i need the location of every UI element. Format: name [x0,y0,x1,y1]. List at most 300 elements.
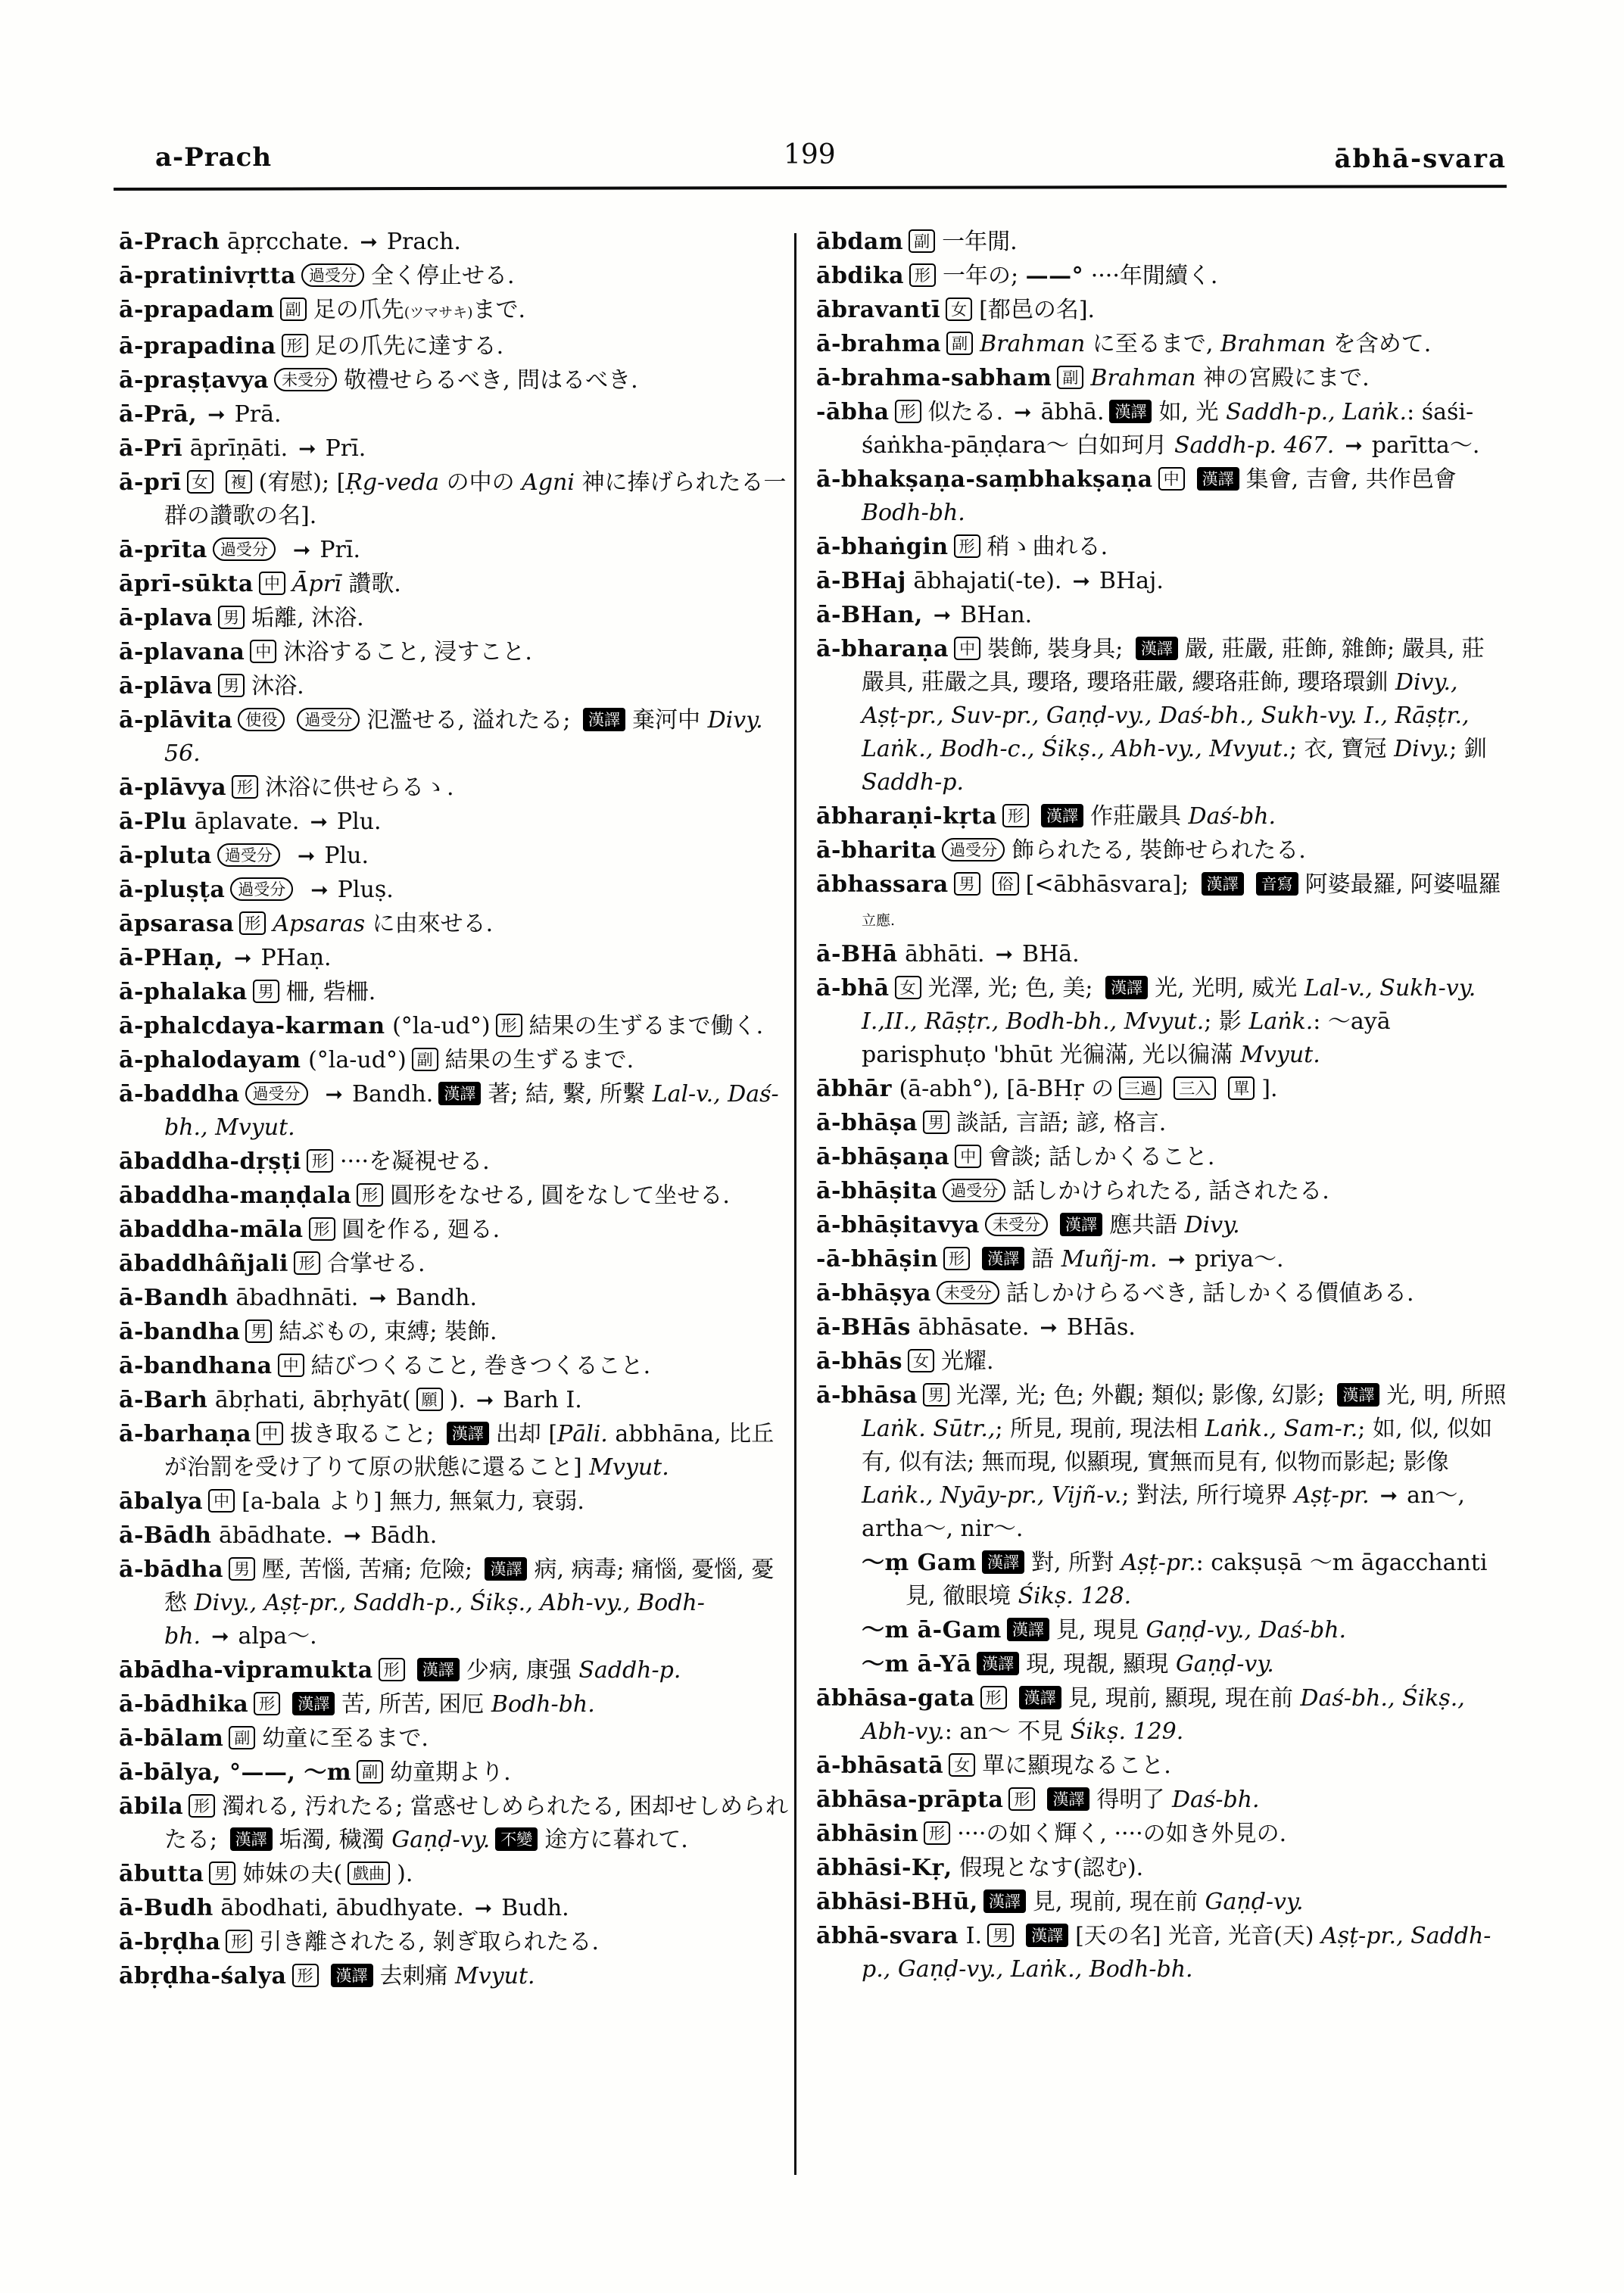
reference-text: Bodh-bh. [862,500,965,526]
reference-text: Gaṇḍ-vy., Daś-bh. [1146,1617,1347,1643]
roman-text: abbhāna, [607,1421,722,1447]
headword: ābhassara [816,871,949,898]
dictionary-entry [816,868,1507,937]
japanese-text: [ [242,1488,251,1515]
japanese-text: 圓形をなせる, 圓をなして坐せる. [390,1182,730,1209]
dictionary-entry [119,1485,788,1519]
headword: ābravantī [816,297,941,323]
dictionary-entry [119,330,788,363]
roman-text: ābṛhati, ābṛhyāt( [207,1387,411,1413]
grammar-tag: 願 [416,1388,443,1411]
roman-text: ābhā. [1040,399,1105,425]
headword: ā-bhāsatā [816,1752,944,1779]
reference-text: Ṛg-veda [345,469,440,496]
dictionary-entry [119,805,788,839]
grammar-tag: 男 [253,980,279,1003]
kanji-translation-tag: 漢譯 [292,1692,335,1715]
dictionary-entry [816,1379,1514,1546]
japanese-text: 光, 明, 所照 [1386,1382,1514,1409]
grammar-tag: 副 [946,332,973,355]
grammar-tag: 三過 [1119,1076,1161,1100]
grammar-tag: 副 [1057,366,1083,389]
roman-text: ābādhate. [211,1522,333,1549]
headword: ā-plava [119,605,214,631]
japanese-text: 沐浴に供せらるゝ. [265,774,454,801]
headword: ā-pratinivṛtta [119,263,296,289]
arrow-icon: ➞ [995,942,1014,967]
headword: ābhāsa-prāpta [816,1787,1004,1813]
grammar-tag: 形 [496,1014,522,1037]
roman-text: Prach. [386,229,461,255]
arrow-icon: ➞ [933,603,952,628]
headword: ā-Prā, [119,401,198,428]
japanese-text: 一年の; [943,263,1026,289]
kanji-translation-tag: 漢譯 [230,1827,273,1851]
roman-text: Bandh. [395,1285,478,1311]
kanji-translation-tag: 不變 [495,1827,538,1851]
headword: ā-bhāṣaṇa [816,1144,950,1170]
japanese-text: 柵, 砦柵. [285,979,376,1005]
dictionary-entry [119,771,788,805]
bold-text: 〜m ā-Yā [862,1651,972,1678]
headword: ā-Plu [119,808,188,835]
dictionary-entry [119,1384,788,1417]
reference-text: Laṅk., Nyāy-pr., Vijñ-v. [862,1482,1122,1509]
grammar-tag: 男 [923,1111,949,1134]
running-head-left: a-Prach [155,142,273,173]
headword: ā-barhaṇa [119,1421,252,1447]
headword: ā-bhakṣaṇa-saṃbhakṣaṇa [816,466,1153,493]
reference-text: Aṣṭ-pr. [1121,1550,1196,1576]
roman-text: BHā. [1022,941,1080,967]
kanji-translation-tag: 漢譯 [982,1550,1024,1574]
dictionary-entry [119,1418,788,1485]
japanese-text: 讚歌. [341,571,401,597]
japanese-text: 光耀. [941,1348,994,1375]
column-right [816,226,1514,1987]
japanese-text: 單に顯現なること. [982,1752,1171,1779]
dictionary-entry [816,1311,1507,1344]
dictionary-entry [119,534,788,567]
headword: ā-pluta [119,843,212,869]
arrow-icon: ➞ [1167,1247,1186,1272]
dictionary-entry [816,1175,1507,1208]
dictionary-entry [119,1926,788,1959]
japanese-text: 途方に暮れて. [544,1827,688,1853]
kanji-translation-tag: 漢譯 [1007,1618,1049,1641]
japanese-text: 嚴, 莊嚴, 莊飾, 雜飾; 嚴具, 莊嚴具, 莊嚴之具, 瓔珞, 瓔珞莊嚴, 纓珞莊飾, 瓔珞環釧 [862,636,1485,696]
grammar-tag: 形 [357,1183,383,1207]
roman-text: : śaśi-śaṅkha-pāṇḍara〜 [862,399,1474,459]
japanese-text: 比丘が治罰を受け了りて原の狀態に還ること] [164,1421,775,1481]
reference-text: Aṣṭ-pr. [1294,1482,1370,1509]
grammar-tag: 女 [908,1349,934,1372]
reference-text: Saddh-p. 467. [1174,432,1335,459]
dictionary-entry [119,1145,788,1179]
kanji-translation-tag: 漢譯 [1026,1924,1068,1947]
japanese-text: 足の爪先に達する. [314,333,504,360]
reference-text: Śikṣ. 129. [1070,1718,1184,1745]
headword: ābhār [816,1076,892,1102]
grammar-tag: 過受分 [217,843,280,867]
dictionary-entry [119,1960,788,1993]
japanese-text: 垢濁, 穢濁 [279,1827,392,1853]
reference-text: Gaṇḍ-vy. [1175,1651,1274,1678]
dictionary-entry [816,1277,1507,1310]
roman-text: Budh. [501,1895,569,1921]
japanese-text: 棄河中 [632,707,708,734]
dictionary-entry [816,226,1507,259]
kanji-translation-tag: 漢譯 [1109,400,1152,423]
small-note: (ツマサキ) [404,304,473,321]
grammar-tag: 形 [924,1821,950,1845]
japanese-text: (宥慰); [ [258,469,346,496]
japanese-text: 語 [1031,1246,1061,1273]
grammar-tag: 中 [1158,467,1185,491]
japanese-text: 光, 光明, 威光 [1155,975,1304,1002]
roman-text: ābadhnāti. [228,1285,359,1311]
kanji-translation-tag: 漢譯 [1136,637,1178,660]
grammar-tag: 過受分 [245,1082,308,1105]
headword: ā-bhā [816,975,890,1002]
arrow-icon: ➞ [474,1896,493,1921]
headword: ā-BHan, [816,602,923,628]
dictionary-entry [119,1213,788,1247]
headword: ābaddha-māla [119,1217,304,1243]
grammar-tag: 未受分 [274,368,337,391]
arrow-icon: ➞ [298,436,316,461]
headword: ābādha-vipramukta [119,1657,373,1684]
japanese-text: 現, 現覩, 顯現 [1026,1651,1176,1678]
arrow-icon: ➞ [207,402,226,427]
headword: ā-phalaka [119,979,248,1005]
japanese-text: 光徧滿, 光以徧滿 [1052,1042,1241,1068]
dictionary-entry [816,1345,1507,1379]
roman-text: : an〜 [944,1718,1011,1745]
headword: ā-phalodayam [119,1047,301,1073]
japanese-text: より] 無力, 無氣力, 衰弱. [320,1488,584,1515]
arrow-icon: ➞ [297,843,316,868]
dictionary-entry [119,1858,788,1891]
dictionary-entry [816,396,1507,463]
grammar-tag: 男 [245,1319,272,1343]
roman-text: Plu. [324,843,369,869]
dictionary-entry [816,972,1507,1072]
reference-text: Śikṣ. 128. [1018,1583,1132,1609]
roman-text: Barh I. [503,1387,582,1413]
headword: ābaddha-dṛṣṭi [119,1148,301,1175]
japanese-text: 神に捧げられたる一群の讚歌の名]. [164,469,787,529]
grammar-tag: 女 [949,1753,975,1777]
roman-text: : 〜ayā parisphuṭo 'bhūt [862,1008,1398,1068]
dictionary-subentry [816,1648,1507,1681]
small-note: 立應. [862,912,896,929]
headword: ābhā-svara [816,1923,959,1949]
reference-text: Brahman [1220,331,1326,357]
roman-text: priya〜. [1194,1246,1284,1273]
roman-text: Bandh. [351,1081,434,1108]
dictionary-entry [816,260,1507,293]
reference-text: Saddh-p. [862,769,965,796]
roman-text: ). [449,1387,466,1413]
grammar-tag: 過受分 [230,877,293,901]
kanji-translation-tag: 漢譯 [1019,1686,1061,1709]
grammar-tag: 過受分 [297,708,360,731]
japanese-text: [都邑の名]. [979,297,1096,323]
headword: ā-bhaṅgin [816,534,949,560]
japanese-text: 敬禮せらるべき, 問はるべき. [344,367,638,394]
dictionary-entry [816,1107,1507,1140]
roman-text: I. [959,1923,983,1949]
dictionary-entry [119,1248,788,1281]
dictionary-entry [816,834,1507,868]
japanese-text: ; 所見, 現前, 現法相 [995,1416,1205,1442]
headword: āprī-sūkta [119,571,254,597]
roman-text: ābhāti. [897,941,985,967]
roman-text: : cakṣuṣā 〜m āgacchanti [1195,1550,1488,1576]
dictionary-entry [119,908,788,941]
japanese-text: ····を凝視せる. [339,1148,490,1175]
headword: ābhāsa-gata [816,1685,975,1712]
grammar-tag: 男 [954,872,980,896]
roman-text: Bādh. [370,1522,438,1549]
headword: ābdika [816,263,905,289]
japanese-text: 話しかけらるべき, 話しかくる價値ある. [1005,1280,1414,1307]
grammar-tag: 副 [909,229,935,253]
grammar-tag: 中 [259,572,285,595]
japanese-text: ; 對法, 所行境界 [1121,1482,1295,1509]
japanese-text: 著; 結, 繫, 所繫 [488,1081,653,1108]
japanese-text: 對, 所對 [1031,1550,1121,1576]
headword: -ābha [816,399,890,425]
headword: ābhāsi-Kṛ, [816,1855,952,1881]
grammar-tag: 中 [250,640,276,663]
arrow-icon: ➞ [310,809,328,834]
headword: ā-prapadam [119,297,275,323]
grammar-tag: 形 [379,1658,405,1681]
roman-text: Plu. [336,808,382,835]
reference-text: Āprī [291,571,341,597]
dictionary-entry [119,1179,788,1213]
grammar-tag: 形 [307,1149,333,1173]
running-head [155,139,1507,180]
roman-text: BHaj. [1099,568,1164,594]
headword: ābhāsin [816,1821,919,1847]
roman-text: BHan. [960,602,1033,628]
japanese-text: 去刺痛 [379,1963,456,1989]
dictionary-entry [816,800,1507,833]
headword: ā-bādha [119,1556,224,1583]
kanji-translation-tag: 漢譯 [1197,467,1239,491]
japanese-text: を含めて. [1326,331,1432,357]
japanese-text: 阿婆最羅, 阿婆嗢羅 [1304,871,1509,898]
dictionary-entry [816,1886,1507,1919]
reference-text: Divy., Aṣṭ-pr., Suv-pr., Gaṇḍ-vy., Daś-bh., Sukh-vy. I., Rāṣṭr., Laṅk., Bodh-c., Śikṣ., Abh-vy., Mvyut. [862,669,1477,762]
grammar-tag: 女 [946,298,972,321]
headword: ābaddha-maṇḍala [119,1182,352,1209]
roman-text: (°la-ud°) [301,1047,407,1073]
arrow-icon: ➞ [360,229,378,254]
headword: ā-brahma-sabham [816,365,1052,391]
dictionary-entry [119,398,788,431]
dictionary-entry [119,1553,788,1653]
grammar-tag: 副 [229,1726,255,1749]
japanese-text: 光澤, 光; 色; 外觀; 類似; 影像, 幻影; [955,1382,1333,1409]
reference-text: Saddh-p. [578,1657,681,1684]
reference-text: Agni [522,469,575,496]
dictionary-entry [816,938,1507,971]
arrow-icon: ➞ [343,1523,362,1548]
grammar-tag: 中 [954,637,980,660]
dictionary-entry [816,1818,1507,1851]
japanese-text: 應共語 [1109,1212,1185,1238]
reference-text: Divy., Aṣṭ-pr., Saddh-p., Śikṣ., Abh-vy., Bodh-bh. [164,1590,705,1650]
headword: ābaddhâñjali [119,1251,288,1277]
headword: ābalya [119,1488,204,1515]
japanese-text: 拔き取ること; [290,1421,441,1447]
headword: ābharaṇi-kṛta [816,803,997,830]
column-divider [794,233,796,2175]
headword: ā-bandha [119,1319,241,1345]
arrow-icon: ➞ [1072,569,1090,594]
dictionary-entry [816,1749,1507,1783]
reference-text: Daś-bh., Śikṣ., Abh-vy. [862,1685,1473,1745]
reference-text: Mvyut. [455,1963,535,1989]
arrow-icon: ➞ [292,537,311,562]
japanese-text: の中の [439,469,522,496]
reference-text: Divy. 56. [164,707,771,767]
arrow-icon: ➞ [234,946,252,970]
japanese-text: 假現となす(認む). [952,1855,1144,1881]
japanese-text: に由來せる. [365,911,494,937]
roman-text: an〜, artha〜, nir〜. [862,1482,1473,1542]
headword: ā-bādhika [119,1691,249,1718]
headword: ā-BHaj [816,568,906,594]
japanese-text: 似たる. [927,399,1004,425]
kanji-translation-tag: 漢譯 [485,1557,527,1581]
header-rule [114,185,1507,191]
japanese-text: [天の名] 光音, 光音(天) [1075,1923,1322,1949]
headword: ā-bhāṣa [816,1110,918,1136]
japanese-text: 作莊嚴具 [1089,803,1189,830]
reference-text: Lal-v., Sukh-vy. I.,II., Rāṣṭr., Bodh-bh., Mvyut. [862,975,1483,1035]
dictionary-entry [119,1688,788,1721]
dictionary-entry [816,1073,1507,1106]
japanese-text: 全く停止せる. [370,263,515,289]
dictionary-entry [816,1682,1507,1749]
grammar-tag: 副 [412,1048,438,1071]
roman-text: ābhāsate. [910,1314,1030,1341]
grammar-tag: 複 [226,470,252,494]
japanese-text: 苦, 所苦, 困厄 [341,1691,491,1718]
headword: ā-bṛḍha [119,1929,221,1955]
grammar-tag: 三入 [1174,1076,1216,1100]
grammar-tag: 中 [955,1145,981,1168]
roman-text: āplavate. [187,808,300,835]
japanese-text: 會談; 話しかくること. [988,1144,1215,1170]
grammar-tag: 形 [189,1794,215,1818]
headword: ābṛḍha-śalya [119,1963,287,1989]
reference-text: Gaṇḍ-vy. [1205,1889,1304,1915]
grammar-tag: 未受分 [985,1213,1048,1236]
dictionary-entry [119,670,788,703]
headword: āpsarasa [119,911,235,937]
dictionary-entry [119,1892,788,1925]
japanese-text: 見, 現見 [1055,1617,1146,1643]
japanese-text: 得明了 [1096,1787,1172,1813]
grammar-tag: 形 [909,263,936,287]
grammar-tag: 形 [294,1251,320,1275]
dictionary-entry [816,633,1507,799]
grammar-tag: 過受分 [301,263,364,287]
grammar-tag: 男 [987,1924,1014,1947]
dictionary-entry [119,1282,788,1315]
japanese-text: 氾濫せる, 溢れたる; [366,707,578,734]
dictionary-entry [816,1852,1507,1885]
roman-text: ]. [1261,1076,1278,1102]
bold-text: °——, 〜m [221,1759,352,1786]
japanese-text: 神の宮殿にまで. [1195,365,1370,391]
roman-text: Pluṣ. [337,877,394,903]
dictionary-entry [119,294,788,329]
running-head-right: ābhā-svara [1334,144,1507,174]
japanese-text: まで. [472,297,526,323]
dictionary-entry [816,599,1507,632]
japanese-text: 如, 光 [1158,399,1227,425]
dictionary-entry [119,1350,788,1383]
dictionary-entry [119,1078,788,1145]
headword: -ā-bhāṣin [816,1246,939,1273]
kanji-translation-tag: 漢譯 [1105,976,1148,999]
grammar-tag: 女 [187,470,214,494]
grammar-tag: 形 [232,775,258,799]
reference-text: Mvyut. [589,1454,669,1481]
grammar-tag: 俗 [993,872,1019,896]
reference-text: Pāli. [557,1421,608,1447]
reference-text: Brahman [980,331,1086,357]
roman-text: [<ābhāsvara]; [1025,871,1196,898]
grammar-tag: 形 [954,534,980,558]
dictionary-entry [119,568,788,601]
reference-text: Laṅk., Sam-r. [1205,1416,1358,1442]
arrow-icon: ➞ [1379,1483,1398,1508]
headword: ā-praṣṭavya [119,367,270,394]
roman-text: āprīṇāti. [182,435,288,462]
headword: ā-BHās [816,1314,911,1341]
dictionary-entry [816,463,1507,530]
japanese-text: 幼童期より. [390,1759,511,1786]
japanese-text: 見, 現前, 現在前 [1032,1889,1205,1915]
japanese-text: 幼童に至るまで. [262,1725,429,1752]
roman-text: ābodhati, ābudhyate. [213,1895,464,1921]
bold-text: ——° [1025,263,1084,289]
kanji-translation-tag: 漢譯 [447,1422,489,1445]
roman-text: alpa〜. [238,1623,317,1650]
dictionary-entry [119,1316,788,1349]
bold-text: 〜ṃ Gam [862,1550,977,1576]
dictionary-subentry [816,1614,1507,1647]
japanese-text: 圓を作る, 廻る. [341,1217,500,1243]
japanese-text: の [1083,1076,1114,1102]
dictionary-entry [119,942,788,975]
dictionary-entry [119,260,788,293]
grammar-tag: 形 [239,911,266,935]
arrow-icon: ➞ [475,1388,494,1413]
roman-text: Prī. [320,537,361,563]
japanese-text: 結果の生ずるまで働く. [528,1013,764,1039]
japanese-text: 飾られたる, 裝飾せられたる. [1011,837,1306,864]
dictionary-entry [816,1784,1507,1817]
